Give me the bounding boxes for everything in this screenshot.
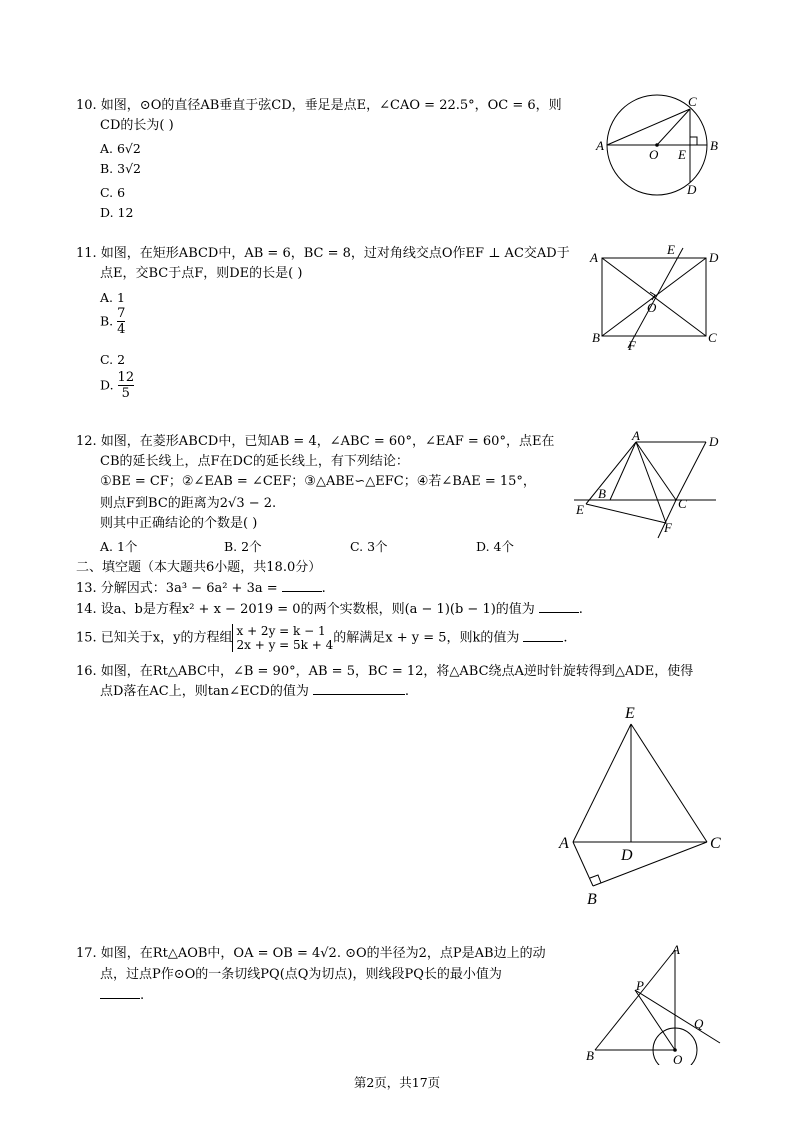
q12-rhombus-figure [566,428,726,543]
q15-text: 15. 已知关于x，y的方程组 x + 2y = k − 1 2x + y = 5k + 4 的解满足x + y = 5，则k的值为 . [76,624,568,652]
q10-line2: CD的长为( ) [100,118,174,133]
q17-line3 [100,986,144,1006]
q12-label-b: B [598,486,606,501]
q10-label-a: A [596,138,604,153]
q17-label-o: O [673,1052,683,1065]
q13-text: 13. 分解因式：3a³ − 6a² + 3a = . [76,581,326,596]
q14-answer-blank[interactable] [539,600,579,613]
q15-equation-2: 2x + y = 5k + 4 [236,638,334,652]
q11-option-d [100,370,134,401]
q11-option-b-den: 4 [117,322,126,337]
q11-option-d-fraction [118,370,135,401]
q11-option-a: A. 1 [100,290,125,305]
q17-answer-blank[interactable] [100,986,140,999]
q11-label-c: C [708,330,717,345]
q12-line4: 则点F到BC的距离为2√3 − 2. [100,496,277,511]
q11-option-b-num: 7 [117,306,126,321]
q12-line5: 则其中正确结论的个数是( ) [100,516,258,531]
q11-label-e: E [667,242,675,257]
q10-circle-figure [590,92,720,204]
q12-label-f: F [664,520,672,535]
q15-equation-system [232,624,333,652]
q13-answer-blank[interactable] [282,579,322,592]
q16-label-e: E [625,705,635,722]
q16-label-c: C [710,835,721,852]
q16-answer-blank[interactable] [313,682,405,695]
q11-label-a: A [590,250,598,265]
q12-label-c: C [678,496,687,511]
q15-answer-blank[interactable] [523,629,563,642]
q17-label-a: A [672,942,680,957]
q11-label-b: B [592,330,600,345]
q12-label-a: A [632,428,640,443]
q17-line3-end: . [140,988,145,1003]
q10-label-d: D [687,182,697,197]
q13-stem: 13. 分解因式：3a³ − 6a² + 3a = [76,581,278,596]
page-footer: 第2页，共17页 [353,1075,441,1090]
q11-option-b-fraction [117,306,125,337]
q17-label-q: Q [694,1016,704,1031]
q14-text: 14. 设a、b是方程x² + x − 2019 = 0的两个实数根，则(a − 1)(b − 1)的值为 . [76,602,583,617]
q15-post: 的解满足x + y = 5，则k的值为 [333,630,520,646]
q11-rectangle-figure [584,240,724,355]
q15-equation-1: x + 2y = k − 1 [236,624,326,638]
q11-option-b-label: B. [100,313,114,329]
q17-line2: 点，过点P作⊙O的一条切线PQ(点Q为切点)，则线段PQ长的最小值为 [100,967,502,982]
q17-label-p: P [636,978,644,993]
q12-option-d: D. 4个 [476,539,514,554]
q11-option-c: C. 2 [100,352,126,367]
q16-line2-wrap: 点D落在AC上，则tan∠ECD的值为 . [100,684,409,699]
q10-label-c: C [688,94,697,109]
q12-line3: ①BE = CF；②∠EAB = ∠CEF；③△ABE∽△EFC；④若∠BAE = 15°， [100,474,536,489]
q12-line1: 12. 如图，在菱形ABCD中，已知AB = 4，∠ABC = 60°，∠EAF = 60°，点E在 [76,434,555,449]
q12-option-c: C. 3个 [350,539,388,554]
q10-label-o: O [649,147,659,162]
q11-option-d-den: 5 [118,385,135,401]
q17-line1: 17. 如图，在Rt△AOB中，OA = OB = 4√2. ⊙O的半径为2，点P是AB边上的动 [76,946,546,961]
q11-label-f: F [628,338,636,353]
q16-label-a: A [559,835,569,852]
q12-option-a: A. 1个 [100,539,138,554]
q10-option-a: A. 6√2 [100,141,141,156]
q10-option-c: C. 6 [100,185,126,200]
q15-pre: 15. 已知关于x，y的方程组 [76,630,233,646]
q11-label-d: D [709,250,719,265]
q11-label-o: O [647,300,657,315]
q10-option-d: D. 12 [100,205,134,220]
q10-label-e: E [678,147,686,162]
q12-line2: CB的延长线上，点F在DC的延长线上，有下列结论： [100,454,409,469]
q11-option-b [100,306,125,337]
q12-label-d: D [709,434,719,449]
q11-option-d-num: 12 [117,370,135,385]
q11-option-d-label: D. [100,377,114,393]
q10-option-b: B. 3√2 [100,161,142,176]
q17-figure [580,940,730,1065]
q10-line1: 10. 如图，⊙O的直径AB垂直于弦CD，垂足是点E，∠CAO = 22.5°，OC = 6，则 [76,98,562,113]
q16-line2: 点D落在AC上，则tan∠ECD的值为 [100,684,309,699]
q14-stem: 14. 设a、b是方程x² + x − 2019 = 0的两个实数根，则(a − 1)(b − 1)的值为 [76,602,535,617]
section-fill-in-title: 二、填空题（本大题共6小题，共18.0分） [76,560,322,575]
q10-label-b: B [710,138,718,153]
q11-line1: 11. 如图，在矩形ABCD中，AB = 6，BC = 8，过对角线交点O作EF ⊥ AC交AD于 [76,246,570,261]
q16-label-b: B [587,891,597,908]
q12-option-b: B. 2个 [224,539,262,554]
q17-label-b: B [586,1048,594,1063]
q16-line1: 16. 如图，在Rt△ABC中，∠B = 90°，AB = 5，BC = 12，将△ABC绕点A逆时针旋转得到△ADE，使得 [76,664,694,679]
q16-label-d: D [621,847,633,864]
q12-label-e: E [576,502,584,517]
q11-line2: 点E，交BC于点F，则DE的长是( ) [100,266,303,281]
q16-triangle-figure [555,698,730,908]
